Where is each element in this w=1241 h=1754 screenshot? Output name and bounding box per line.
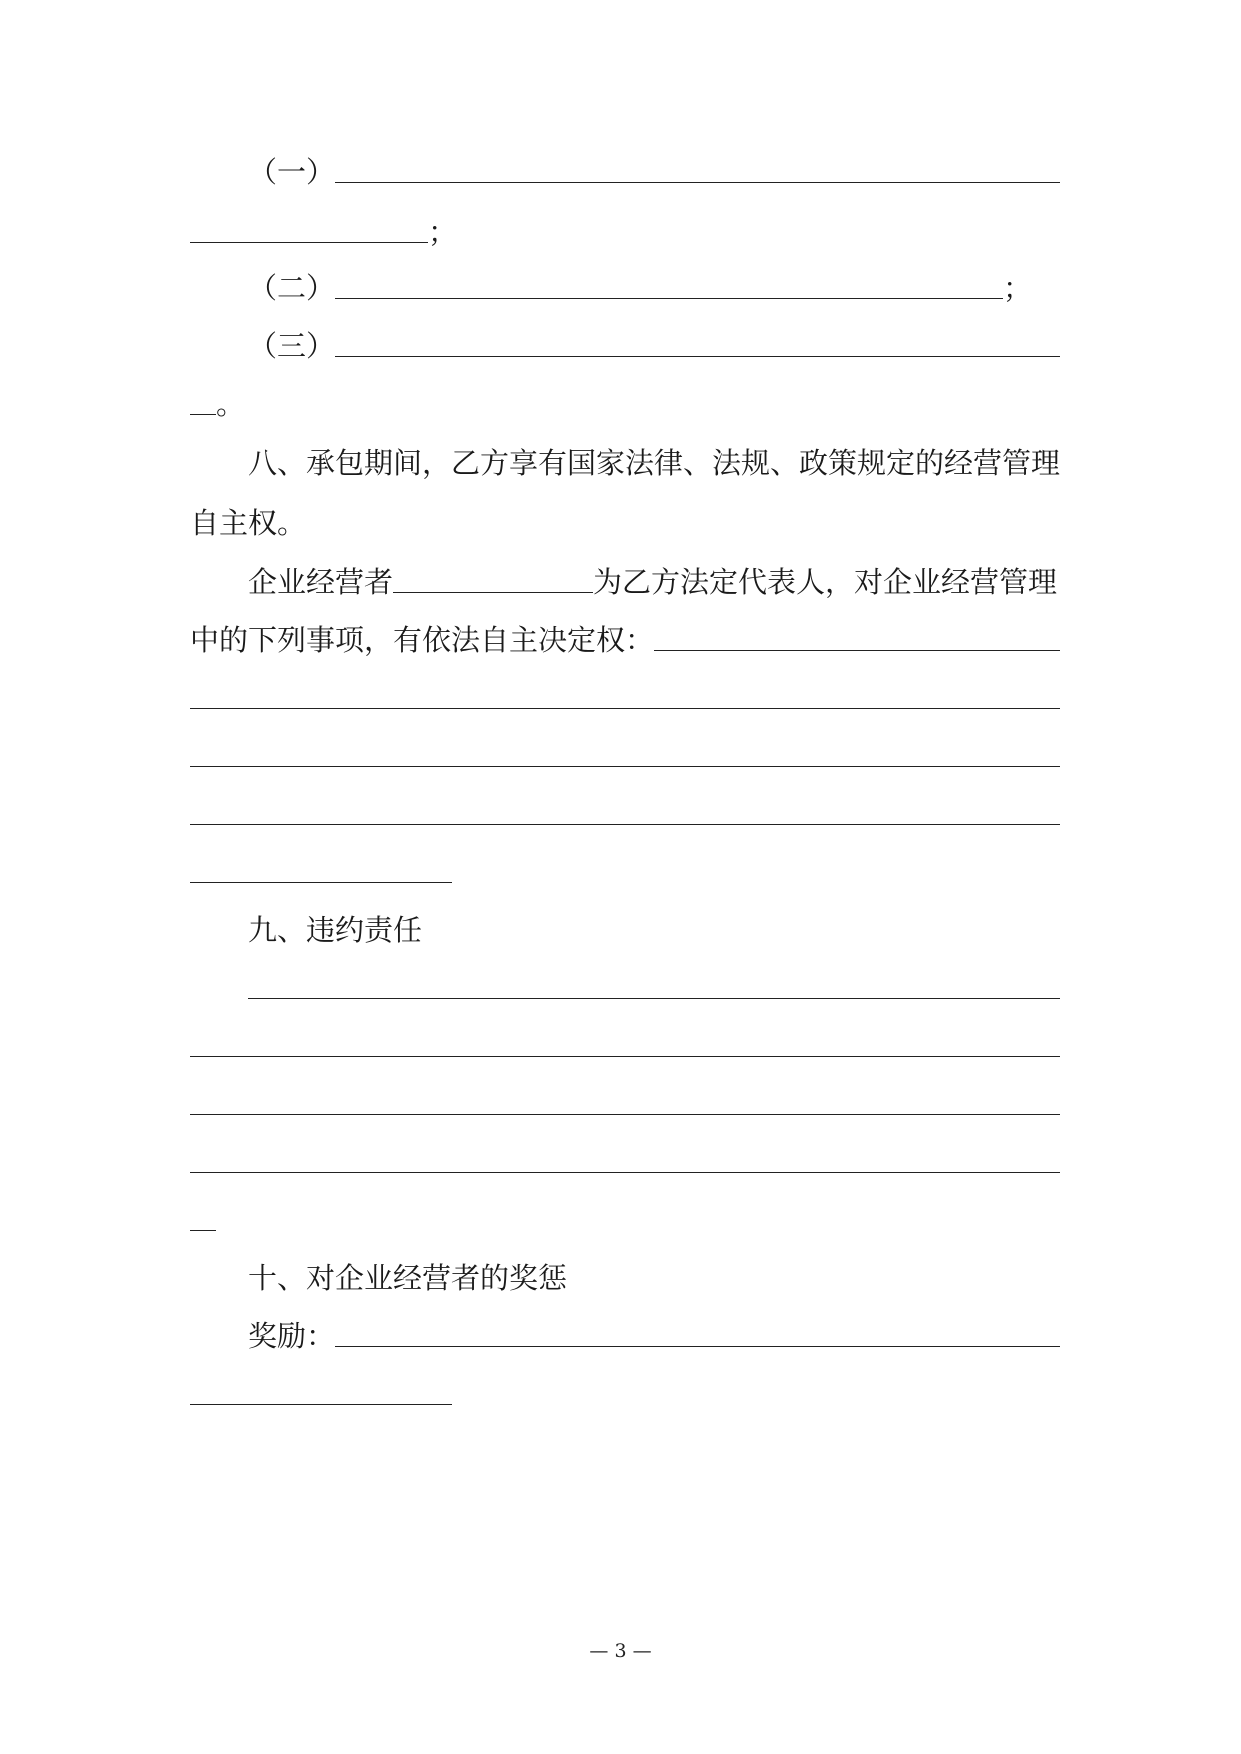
item-3-blank[interactable] (335, 356, 1060, 357)
liability-blank-1[interactable] (248, 998, 1060, 999)
reward-continuation (190, 1374, 1060, 1414)
item-1-line (248, 152, 1060, 192)
liability-blank-4[interactable] (190, 1172, 1060, 1173)
liability-blank-3[interactable] (190, 1114, 1060, 1115)
section-8-text-1: 八、承包期间，乙方享有国家法律、法规、政策规定的经营管理 (248, 446, 1061, 480)
section-8-text-2: 自主权。 (190, 506, 307, 540)
matters-line-5 (190, 852, 1060, 892)
item-2-label: （二） (248, 271, 336, 305)
reward-blank-2[interactable] (190, 1404, 452, 1405)
section-9-heading-line (248, 910, 1060, 950)
item-1-continuation (190, 212, 1060, 252)
matters-blank-4[interactable] (190, 824, 1060, 825)
reward-label: 奖励： (248, 1319, 336, 1353)
item-3-continuation (190, 384, 1060, 424)
section-8-line-1 (248, 443, 1060, 483)
operator-name-blank[interactable] (393, 592, 593, 593)
section-10-heading: 十、对企业经营者的奖惩 (248, 1261, 568, 1295)
operator-suffix: 为乙方法定代表人，对企业经营管理 (593, 565, 1058, 599)
liability-line-2 (190, 1026, 1060, 1066)
liability-line-3 (190, 1084, 1060, 1124)
section-8-line-2 (190, 503, 1060, 543)
item-3-label: （三） (248, 329, 336, 363)
item-1-blank[interactable] (335, 182, 1060, 183)
operator-prefix: 企业经营者 (248, 565, 394, 599)
liability-line-4 (190, 1142, 1060, 1182)
matters-blank-5[interactable] (190, 882, 452, 883)
item-2-end: ； (1003, 271, 1033, 305)
item-3-blank-cont[interactable] (190, 414, 216, 415)
matters-blank-3[interactable] (190, 766, 1060, 767)
item-3-line (248, 326, 1060, 366)
reward-line (248, 1316, 1060, 1356)
matters-line-2 (190, 678, 1060, 718)
matters-line-3 (190, 736, 1060, 776)
item-1-blank-cont[interactable] (190, 242, 428, 243)
page-number: — 3 — (589, 1640, 652, 1662)
item-1-label: （一） (248, 155, 336, 189)
section-9-heading: 九、违约责任 (248, 913, 423, 947)
matters-blank-2[interactable] (190, 708, 1060, 709)
operator-line (248, 562, 1060, 602)
liability-line-5 (190, 1200, 1060, 1240)
liability-blank-5[interactable] (190, 1230, 216, 1231)
reward-blank-1[interactable] (335, 1346, 1060, 1347)
matters-line (190, 620, 1060, 660)
section-10-heading-line (248, 1258, 1060, 1298)
item-3-end: 。 (216, 387, 246, 421)
liability-line-1 (248, 968, 1060, 1008)
matters-line-4 (190, 794, 1060, 834)
item-1-end: ； (428, 215, 458, 249)
matters-text: 中的下列事项，有依法自主决定权： (190, 623, 655, 657)
item-2-blank[interactable] (335, 298, 1003, 299)
liability-blank-2[interactable] (190, 1056, 1060, 1057)
matters-blank-1[interactable] (654, 650, 1060, 651)
item-2-line (248, 268, 1060, 308)
